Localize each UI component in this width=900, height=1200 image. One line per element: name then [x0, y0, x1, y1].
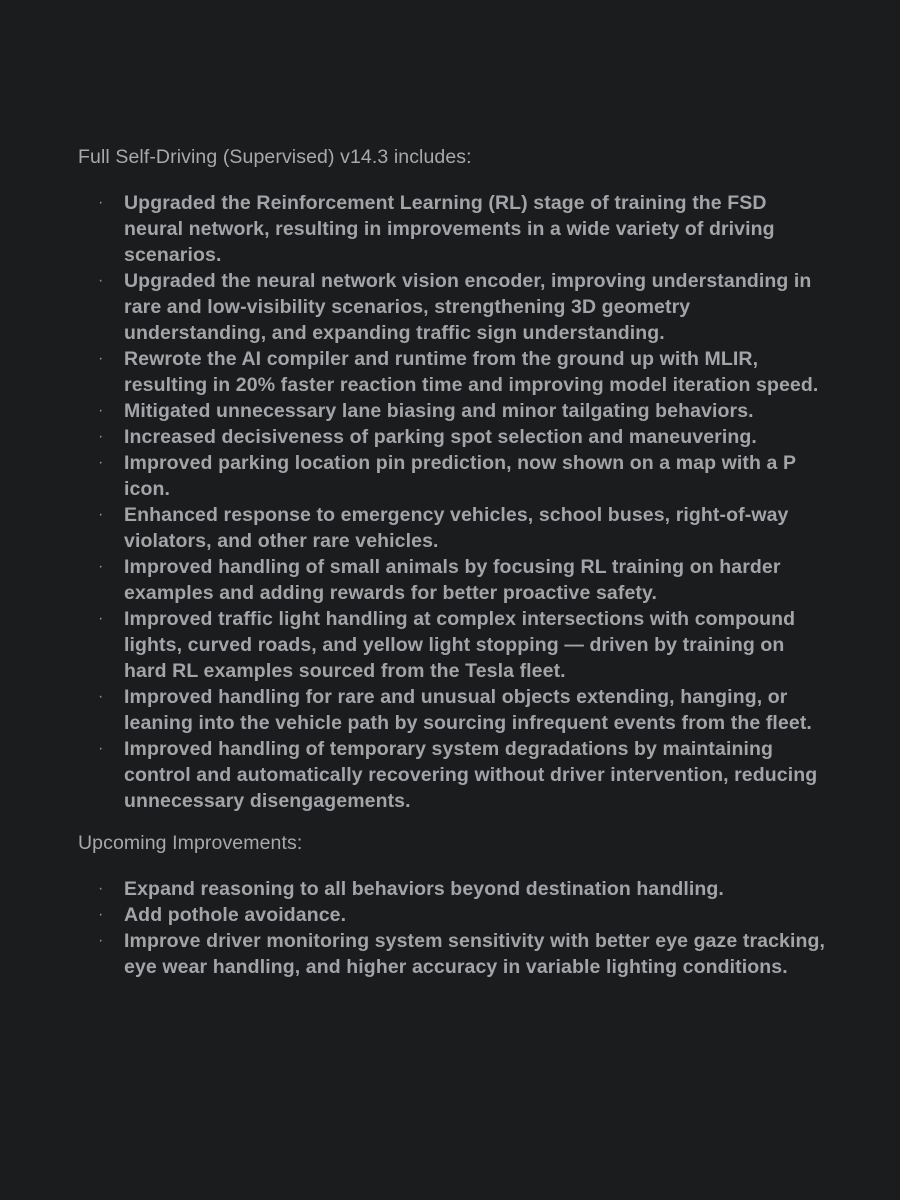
list-item-text: Improved handling for rare and unusual objects extending, hanging, or leaning into the vehicle path by sourcing infrequent events from the fleet. [124, 686, 812, 734]
list-item [78, 606, 830, 684]
bullet: · [98, 454, 104, 471]
list-item-text: Improved traffic light handling at complex intersections with compound lights, curved roads, and yellow light stopping — driven by training on hard RL examples sourced from the Tesla fleet. [124, 608, 796, 682]
list-item-text: Increased decisiveness of parking spot selection and maneuvering. [124, 426, 757, 448]
release-notes-list [78, 190, 830, 814]
bullet: · [98, 402, 104, 419]
bullet: · [98, 932, 104, 949]
list-item [78, 502, 830, 554]
bullet: · [98, 610, 104, 627]
list-item [78, 268, 830, 346]
bullet: · [98, 350, 104, 367]
list-item-text: Mitigated unnecessary lane biasing and minor tailgating behaviors. [124, 400, 754, 422]
bullet: · [98, 558, 104, 575]
bullet: · [98, 194, 104, 211]
bullet: · [98, 906, 104, 923]
list-item-text: Upgraded the neural network vision encoder, improving understanding in rare and low-visibility scenarios, strengthening 3D geometry understanding, and expanding traffic sign understanding. [124, 270, 812, 344]
upcoming-heading: Upcoming Improvements: [78, 832, 303, 854]
list-item [78, 398, 830, 424]
upcoming-list [78, 876, 830, 980]
list-item [78, 902, 830, 928]
list-item [78, 684, 830, 736]
list-item [78, 928, 830, 980]
list-item [78, 736, 830, 814]
bullet: · [98, 880, 104, 897]
list-item-text: Upgraded the Reinforcement Learning (RL) stage of training the FSD neural network, resulting in improvements in a wide variety of driving scenarios. [124, 192, 775, 266]
list-item-text: Improved parking location pin prediction, now shown on a map with a P icon. [124, 452, 796, 500]
list-item-text: Expand reasoning to all behaviors beyond destination handling. [124, 878, 724, 900]
bullet: · [98, 688, 104, 705]
list-item-text: Add pothole avoidance. [124, 904, 347, 926]
list-item [78, 876, 830, 902]
list-item-text: Improved handling of small animals by focusing RL training on harder examples and adding rewards for better proactive safety. [124, 556, 781, 604]
bullet: · [98, 506, 104, 523]
bullet: · [98, 740, 104, 757]
list-item [78, 346, 830, 398]
list-item-text: Improve driver monitoring system sensitivity with better eye gaze tracking, eye wear handling, and higher accuracy in variable lighting conditions. [124, 930, 826, 978]
list-item [78, 554, 830, 606]
list-item-text: Rewrote the AI compiler and runtime from the ground up with MLIR, resulting in 20% faster reaction time and improving model iteration speed. [124, 348, 819, 396]
bullet: · [98, 428, 104, 445]
list-item [78, 190, 830, 268]
list-item [78, 424, 830, 450]
list-item-text: Improved handling of temporary system degradations by maintaining control and automatically recovering without driver intervention, reducing unnecessary disengagements. [124, 738, 818, 812]
release-notes-heading: Full Self-Driving (Supervised) v14.3 includes: [78, 146, 472, 168]
bullet: · [98, 272, 104, 289]
list-item-text: Enhanced response to emergency vehicles, school buses, right-of-way violators, and other rare vehicles. [124, 504, 789, 552]
list-item [78, 450, 830, 502]
